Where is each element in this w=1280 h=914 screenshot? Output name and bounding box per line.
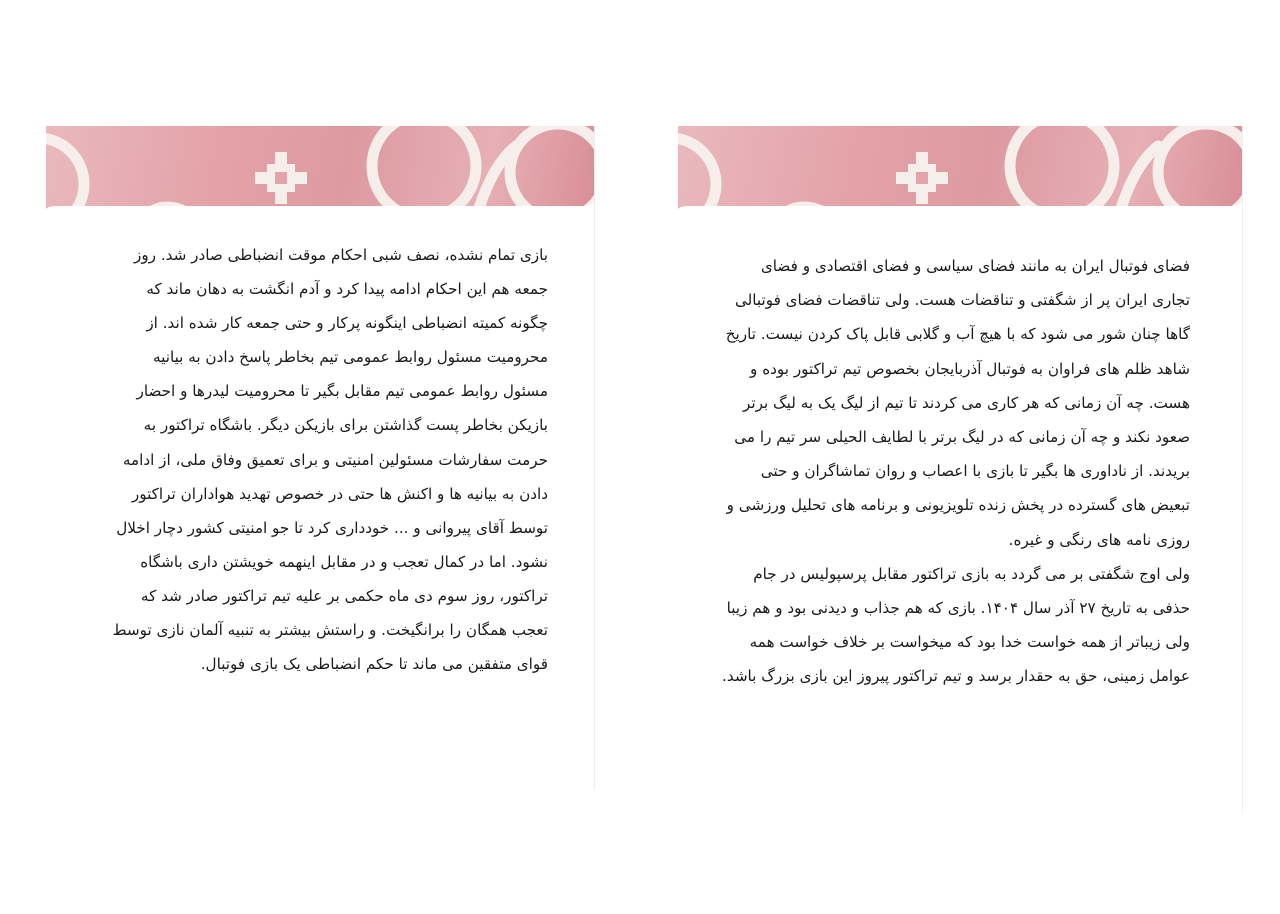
page-body-text bbox=[720, 249, 1190, 694]
ornament-pattern-icon bbox=[46, 126, 594, 218]
page-body-text bbox=[108, 238, 548, 681]
paragraph: بازی تمام نشده، نصف شبی احکام موقت انضباطی صادر شد. روز جمعه هم این احکام ادامه پیدا کرد و آدم انگشت به دهان ماند که چگونه کمیته انضباطی اینگونه پرکار و حتی جمعه کار شده اند. از محرومیت مسئول روابط عمومی تیم بخاطر پاسخ دادن به بیانیه مسئول روابط عمومی تیم مقابل بگیر تا محرومیت لیدرها و احضار بازیکن بخاطر پست گذاشتن برای بازیکن دیگر. باشگاه تراکتور به حرمت سفارشات مسئولین امنیتی و برای تعمیق وفاق ملی، از ادامه دادن به بیانیه ها و اکنش ها حتی در خصوص تهدید هواداران تراکتور توسط آقای پیروانی و ... خودداری کرد تا جو امنیتی کشور دچار اخلال نشود. اما در کمال تعجب و در مقابل اینهمه خویشتن داری باشگاه تراکتور، روز سوم دی ماه حکمی بر علیه تیم تراکتور صادر شد که تعجب همگان را برانگیخت. و راستش بیشتر به تنبیه آلمان نازی توسط قوای متفقین می ماند تا حکم انضباطی یک بازی فوتبال. bbox=[112, 246, 548, 674]
left-page bbox=[46, 126, 595, 790]
ornament-pattern-icon bbox=[678, 126, 1242, 218]
decorative-banner bbox=[678, 126, 1242, 218]
decorative-banner bbox=[46, 126, 594, 218]
right-page bbox=[678, 126, 1243, 814]
paragraph: فضای فوتبال ایران به مانند فضای سیاسی و فضای اقتصادی و فضای تجاری ایران پر از شگفتی و تناقضات هست. ولی تناقضات فضای فوتبالی گاها چنان شور می شود که با هیچ آب و گلابی قابل پاک کردن نیست. تاریخ شاهد ظلم های فراوان به فوتبال آذربایجان بخصوص تیم تراکتور بوده و هست. چه آن زمانی که هر کاری می کردند تا تیم از لیگ یک به لیگ برتر صعود نکند و چه آن زمانی که در لیگ برتر با لطایف الحیلی سر تیم را می بریدند. از ناداوری ها بگیر تا بازی با اعصاب و روان تماشاگران و حتی تبعیض های گسترده در پخش زنده تلویزیونی و برنامه های تحلیل ورزشی و روزی نامه های رنگی و غیره. bbox=[725, 257, 1190, 549]
paragraph: ولی اوج شگفتی بر می گردد به بازی تراکتور مقابل پرسپولیس در جام حذفی به تاریخ ۲۷ آذر سال ۱۴۰۴. بازی که هم جذاب و دیدنی بود و هم زیبا ولی زیباتر از همه خواست خدا بود که میخواست بر خلاف خواست همه عوامل زمینی، حق به حقدار برسد و تیم تراکتور پیروز این بازی بزرگ باشد. bbox=[722, 564, 1190, 686]
